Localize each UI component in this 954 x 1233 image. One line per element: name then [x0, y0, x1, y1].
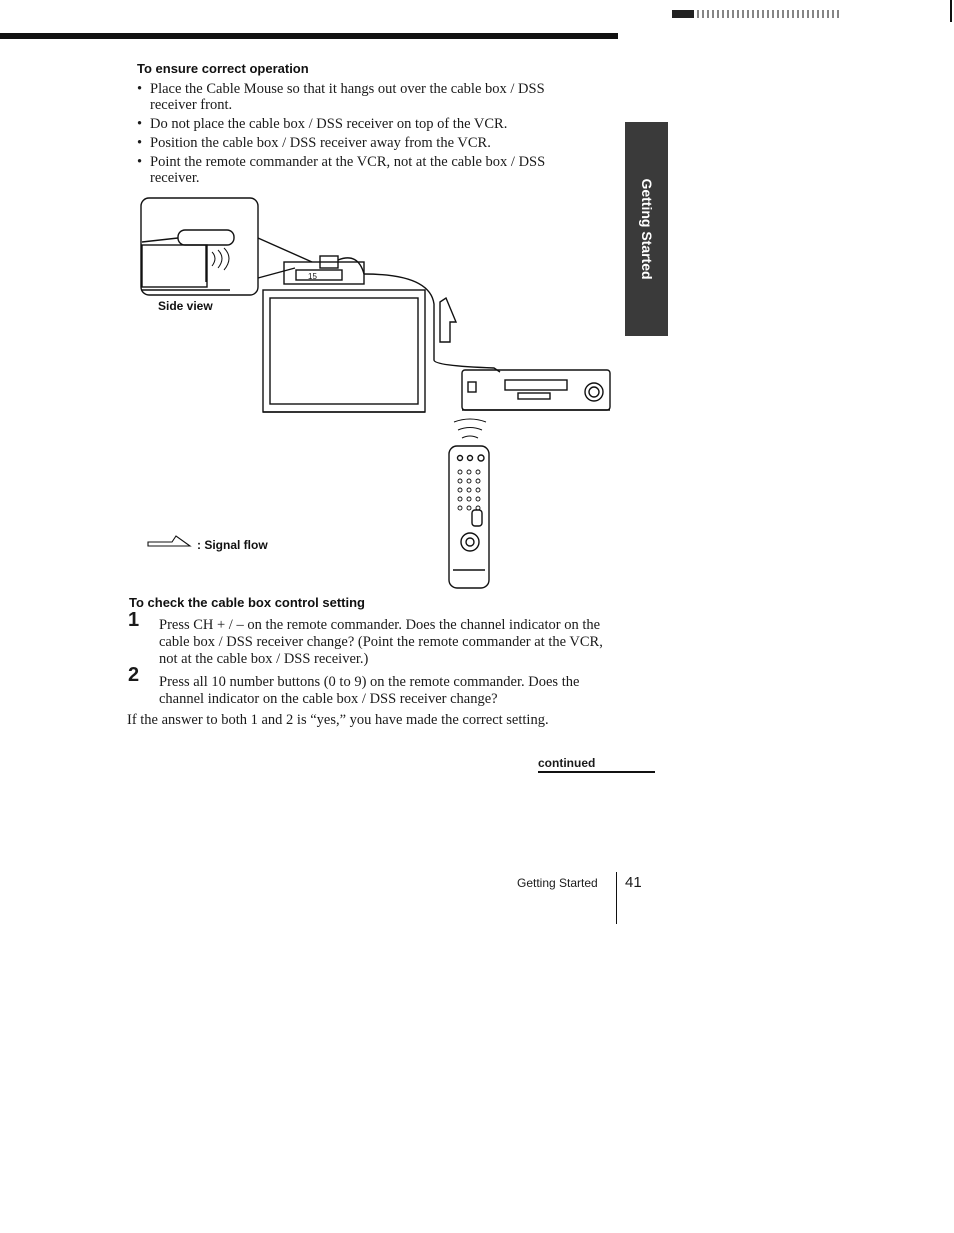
step-text: Press CH + / – on the remote commander. Does the channel indicator on the cable box / DSS receiver change? (Point the remote commander at the VCR, not at the cable box / DSS receiver.)	[159, 617, 603, 667]
page-number: 41	[625, 874, 642, 891]
side-view-inset	[141, 198, 258, 295]
bullet-item: • Point the remote commander at the VCR, not at the cable box / DSS receiver.	[137, 154, 587, 186]
bullet-item: • Place the Cable Mouse so that it hangs out over the cable box / DSS receiver front.	[137, 81, 587, 113]
page-edge-mark	[950, 0, 952, 22]
side-view-label: Side view	[158, 299, 213, 313]
conclusion-text: If the answer to both 1 and 2 is “yes,” you have made the correct setting.	[127, 712, 549, 728]
box-channel-display: 15	[308, 272, 317, 281]
continued-marker: continued	[538, 756, 655, 773]
setup-illustration	[120, 190, 620, 590]
section-heading-correct-operation: To ensure correct operation	[137, 61, 309, 76]
section-heading-check-setting: To check the cable box control setting	[129, 595, 365, 610]
cable-box	[284, 256, 364, 284]
signal-flow-legend: : Signal flow	[197, 538, 268, 552]
bullet-item: • Position the cable box / DSS receiver away from the VCR.	[137, 135, 587, 151]
footer-divider	[616, 872, 617, 924]
footer-section-name: Getting Started	[517, 876, 598, 890]
vcr	[462, 370, 610, 410]
step-text: Press all 10 number buttons (0 to 9) on the remote commander. Does the channel indicator on the cable box / DSS receiver change?	[159, 674, 580, 707]
scan-artifact-dark	[672, 10, 694, 18]
operation-bullet-list	[137, 81, 587, 189]
remote-commander	[449, 446, 489, 588]
header-rule	[0, 33, 618, 39]
scan-artifact	[672, 10, 842, 18]
step-number: 1	[128, 609, 140, 631]
step-number: 2	[128, 664, 140, 686]
chapter-side-tab	[625, 122, 668, 336]
bullet-item: • Do not place the cable box / DSS receiver on top of the VCR.	[137, 116, 587, 132]
television	[263, 290, 425, 412]
chapter-tab-label: Getting Started	[638, 178, 655, 280]
